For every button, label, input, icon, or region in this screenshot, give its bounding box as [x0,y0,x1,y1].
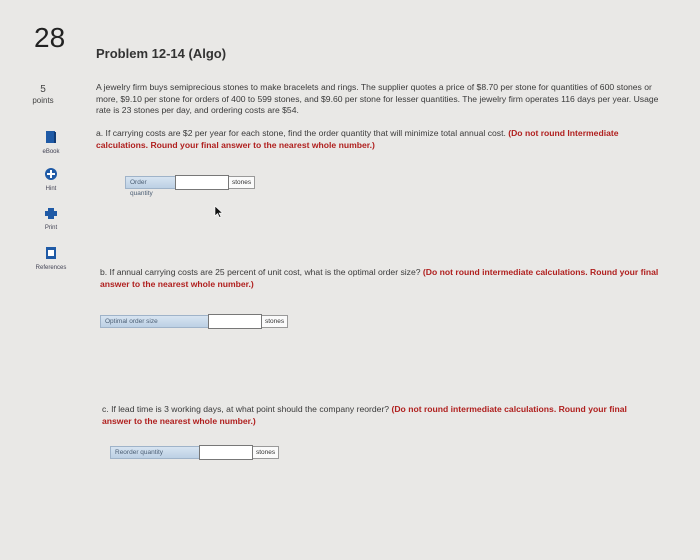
part-b-question [100,267,660,290]
print-icon [30,207,72,222]
part-a-question [96,128,631,151]
optimal-order-size-input[interactable] [208,314,262,329]
problem-title: Problem 12-14 (Algo) [96,46,227,61]
part-b-text: b. If annual carrying costs are 25 percent of unit cost, what is the optimal order size? [100,267,421,277]
part-c-note: (Do not round intermediate calculations. Round your final answer to the nearest whole number.) [102,404,627,426]
reorder-quantity-unit: stones [253,446,279,459]
part-a-text: a. If carrying costs are $2 per year for each stone, find the order quantity that will minimize total annual cost. [96,128,506,138]
sidebar-item-hint[interactable] [30,167,72,192]
order-quantity-unit: stones [229,176,255,189]
part-c-text: c. If lead time is 3 working days, at what point should the company reorder? [102,404,390,414]
optimal-order-size-unit: stones [262,315,288,328]
sidebar-item-print[interactable] [30,207,72,231]
optimal-order-size-label: Optimal order size [100,315,209,328]
order-quantity-row [125,176,255,197]
order-quantity-input[interactable] [175,175,229,190]
reorder-quantity-label: Reorder quantity [110,446,200,459]
ebook-icon [30,130,72,146]
optimal-order-size-row [100,315,288,328]
problem-intro: A jewelry firm buys semiprecious stones to make bracelets and rings. The supplier quotes a price of $8.70 per stone for quantities of 600 stones or more, $9.10 per stone for orders of 400 to 599 stones, and $9.60 per stone for lesser quantities. The jewelry firm operates 116 days per year. Usage rate is 23 stones per day, and ordering costs are $54. [96,82,659,115]
part-c-question [102,404,647,427]
sidebar-item-ebook[interactable] [30,130,72,155]
order-quantity-label: Order quantity [125,176,176,189]
sidebar-item-label: Print [44,225,58,231]
mouse-cursor-icon [214,205,224,223]
hint-icon [30,167,72,183]
sidebar-item-label: References [35,265,67,271]
points-value: 5 [40,84,46,95]
sidebar-item-references[interactable] [30,246,72,271]
references-icon [30,246,72,262]
sidebar-item-label: eBook [42,149,60,155]
part-a-note: (Do not round Intermediate calculations. Round your final answer to the nearest whole number.) [96,128,619,150]
question-number: 28 [34,22,66,53]
points-label: points [32,96,54,105]
part-b-note: (Do not round intermediate calculations. Round your final answer to the nearest whole number.) [100,267,659,289]
reorder-quantity-row [110,446,279,459]
reorder-quantity-input[interactable] [199,445,253,460]
points-block [26,84,60,106]
sidebar-item-label: Hint [45,186,57,192]
